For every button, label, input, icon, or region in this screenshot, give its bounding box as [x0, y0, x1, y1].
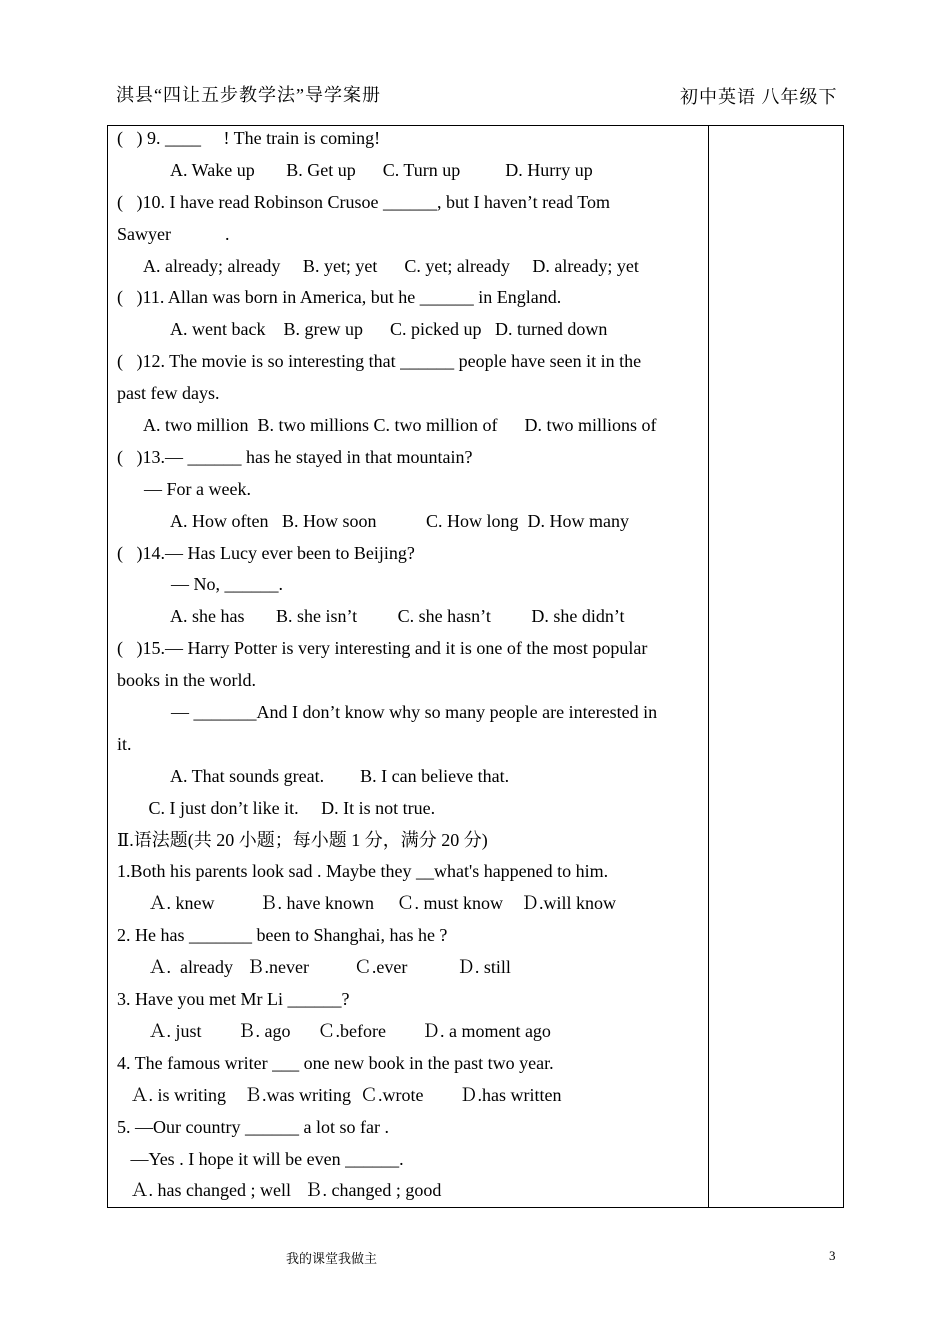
exercise-line: 2. He has _______ been to Shanghai, has he ?	[117, 925, 448, 946]
exercise-line: Ａ. already Ｂ.never Ｃ.ever Ｄ. still	[117, 957, 511, 978]
exercise-line: — _______And I don’t know why so many people are interested in	[117, 702, 658, 723]
exercise-line: it.	[117, 733, 132, 754]
header-course: 初中英语 八年级下	[680, 87, 838, 107]
exercise-line: Ａ. has changed ; well Ｂ. changed ; good	[117, 1180, 442, 1201]
footer-motto: 我的课堂我做主	[286, 1252, 378, 1267]
exercise-line: ( )11. Allan was born in America, but he ______ in England.	[117, 287, 562, 308]
exercise-line: 4. The famous writer ___ one new book in the past two year.	[117, 1052, 554, 1073]
exercise-table	[107, 125, 844, 1208]
exercise-line: A. two million B. two millions C. two million of D. two millions of	[117, 415, 657, 436]
exercise-line: — For a week.	[117, 478, 251, 499]
exercise-line: Ａ. is writing Ｂ.was writing Ｃ.wrote Ｄ.has written	[117, 1084, 562, 1105]
exercise-line: ( )14.— Has Lucy ever been to Beijing?	[117, 542, 415, 563]
exercise-line: ( )12. The movie is so interesting that ______ people have seen it in the	[117, 351, 642, 372]
exercise-line: Ⅱ.语法题(共 20 小题；每小题 1 分，满分 20 分)	[117, 829, 488, 850]
exercise-line: Ａ. just Ｂ. ago Ｃ.before Ｄ. a moment ago	[117, 1020, 551, 1041]
exercise-line: 3. Have you met Mr Li ______?	[117, 989, 350, 1010]
header-title: 淇县“四让五步教学法”导学案册	[116, 85, 381, 105]
exercise-line: 1.Both his parents look sad . Maybe they __what's happened to him.	[117, 861, 609, 882]
exercise-line: Ａ. knew Ｂ. have known Ｃ. must know Ｄ.will know	[117, 893, 616, 914]
exercise-line: A. That sounds great. B. I can believe that.	[117, 765, 510, 786]
exercise-line: Sawyer .	[117, 223, 230, 244]
exercise-content	[117, 123, 703, 1207]
exercise-line: ( )15.— Harry Potter is very interesting and it is one of the most popular	[117, 638, 648, 659]
exercise-line: A. she has B. she isn’t C. she hasn’t D. she didn’t	[117, 606, 625, 627]
column-divider	[708, 126, 709, 1207]
exercise-line: ( ) 9. ____ ! The train is coming!	[117, 128, 381, 148]
exercise-line: A. already; already B. yet; yet C. yet; already D. already; yet	[117, 255, 639, 276]
exercise-line: ( )10. I have read Robinson Crusoe ______, but I haven’t read Tom	[117, 191, 610, 212]
exercise-line: 5. —Our country ______ a lot so far .	[117, 1116, 389, 1137]
exercise-line: A. Wake up B. Get up C. Turn up D. Hurry up	[117, 159, 593, 180]
exercise-line: —Yes . I hope it will be even ______.	[117, 1148, 404, 1169]
exercise-line: ( )13.— ______ has he stayed in that mountain?	[117, 446, 473, 467]
exercise-line: — No, ______.	[117, 574, 283, 595]
exercise-line: books in the world.	[117, 670, 256, 691]
exercise-line: past few days.	[117, 383, 220, 404]
exercise-line: A. How often B. How soon C. How long D. How many	[117, 510, 629, 531]
page-number: 3	[829, 1248, 836, 1263]
exercise-line: C. I just don’t like it. D. It is not true.	[117, 797, 436, 818]
exercise-line: A. went back B. grew up C. picked up D. turned down	[117, 319, 608, 340]
